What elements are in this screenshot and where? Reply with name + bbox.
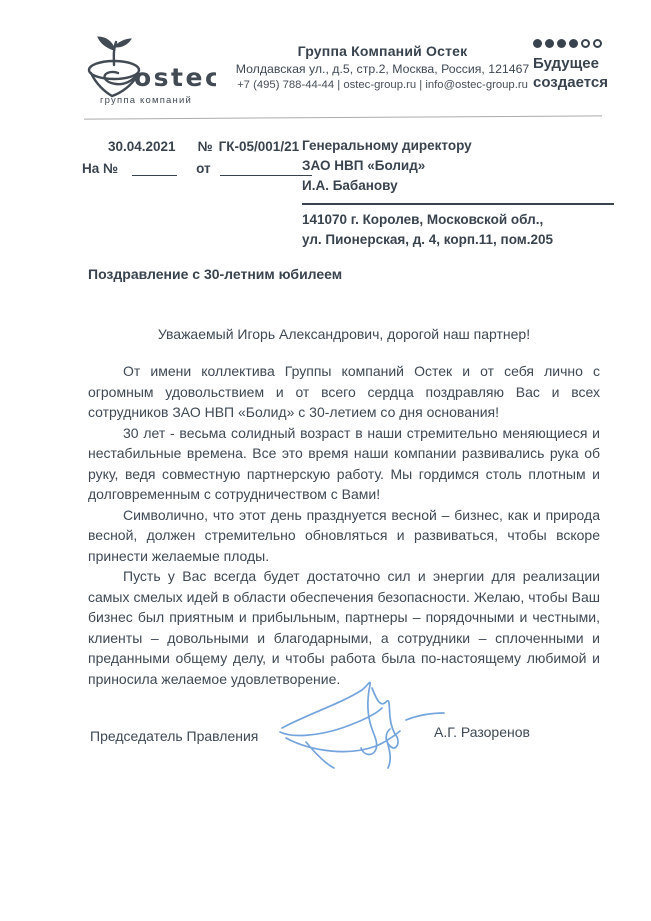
letter-body <box>88 361 600 689</box>
paragraph-1: От имени коллектива Группы компаний Остек и от себя лично с огромным удовольствием и от всего сердца поздравляю Вас и всех сотрудников ЗАО НВП «Болид» с 30-летием со дня основания! <box>88 363 600 420</box>
reference-date-row <box>82 139 312 154</box>
reply-date-blank <box>220 162 312 176</box>
slogan-line2: создается <box>533 74 609 91</box>
recipient-person: И.А. Бабанову <box>302 178 398 193</box>
reply-number-blank <box>132 162 177 176</box>
company-address: Молдавская ул., д.5, стр.2, Москва, Россия, 121467 <box>235 62 530 76</box>
reply-ot-label: от <box>196 161 211 176</box>
reference-block <box>82 139 312 176</box>
header-divider <box>84 115 602 119</box>
letter-salutation: Уважаемый Игорь Александрович, дорогой наш партнер! <box>157 326 531 342</box>
company-contacts: +7 (495) 788-44-44 | ostec-group.ru | info@ostec-group.ru <box>237 79 528 91</box>
ostec-logo <box>76 34 216 112</box>
dot-filled-icon <box>533 39 542 48</box>
recipient-divider <box>302 203 614 205</box>
recipient-title: Генеральному директору <box>302 138 472 153</box>
recipient-address-line1: 141070 г. Королев, Московской обл., <box>302 211 544 227</box>
paragraph-2: 30 лет - весьма солидный возраст в наши стремительно меняющиеся и нестабильные времена. Все это время наши компании развивались рука об руку, ведя совместную партнерскую работу. Мы гордимся столь плотным и долговременным с сотрудничеством с Вами! <box>88 424 600 502</box>
dot-hollow-icon <box>581 39 590 48</box>
recipient-address <box>302 210 614 250</box>
slogan-line1: Будущее <box>533 55 599 72</box>
reply-na-label: На № <box>82 161 119 176</box>
recipient-address-line2: ул. Пионерская, д. 4, корп.11, пом.205 <box>302 231 554 247</box>
progress-dots-icon <box>533 37 633 49</box>
letter-subject: Поздравление с 30-летним юбилеем <box>88 266 343 282</box>
dot-filled-icon <box>545 39 554 48</box>
dot-hollow-icon <box>593 39 602 48</box>
dot-filled-icon <box>569 39 578 48</box>
company-name: Группа Компаний Остек <box>297 43 468 59</box>
letter-date: 30.04.2021 <box>108 139 176 154</box>
dot-filled-icon <box>557 39 566 48</box>
company-info <box>225 43 540 91</box>
reference-reply-row <box>82 161 312 176</box>
ostec-logo-icon <box>76 34 216 112</box>
letter-number-label: № <box>197 139 213 154</box>
signer-position: Председатель Правления <box>90 728 259 744</box>
logo-subtitle: группа компаний <box>100 95 192 106</box>
handwritten-signature-icon <box>278 676 453 776</box>
signer-name: А.Г. Разоренов <box>434 724 530 740</box>
letter-number: ГК-05/001/21 <box>218 139 300 154</box>
logo-wordmark: ostec <box>134 63 216 92</box>
paragraph-4: Пусть у Вас всегда будет достаточно сил и энергии для реализации самых смелых идей в области обеспечения безопасности. Желаю, чтобы Ваш бизнес был приятным и прибыльным, партнеры – порядочными и честными, клиенты – довольными и благодарными, а сотрудники – сплоченными и преданными общему делу, и чтобы работа была по-настоящему любимой и приносила желаемое удовлетворение. <box>88 568 600 687</box>
slogan-block <box>533 37 633 92</box>
paragraph-3: Символично, что этот день празднуется весной – бизнес, как и природа весной, должен стремительно обновляться и развиваться, чтобы вскоре принести желаемые плоды. <box>88 506 600 564</box>
slogan-text <box>533 54 633 92</box>
recipient-block <box>302 136 614 250</box>
recipient-company: ЗАО НВП «Болид» <box>302 158 426 173</box>
